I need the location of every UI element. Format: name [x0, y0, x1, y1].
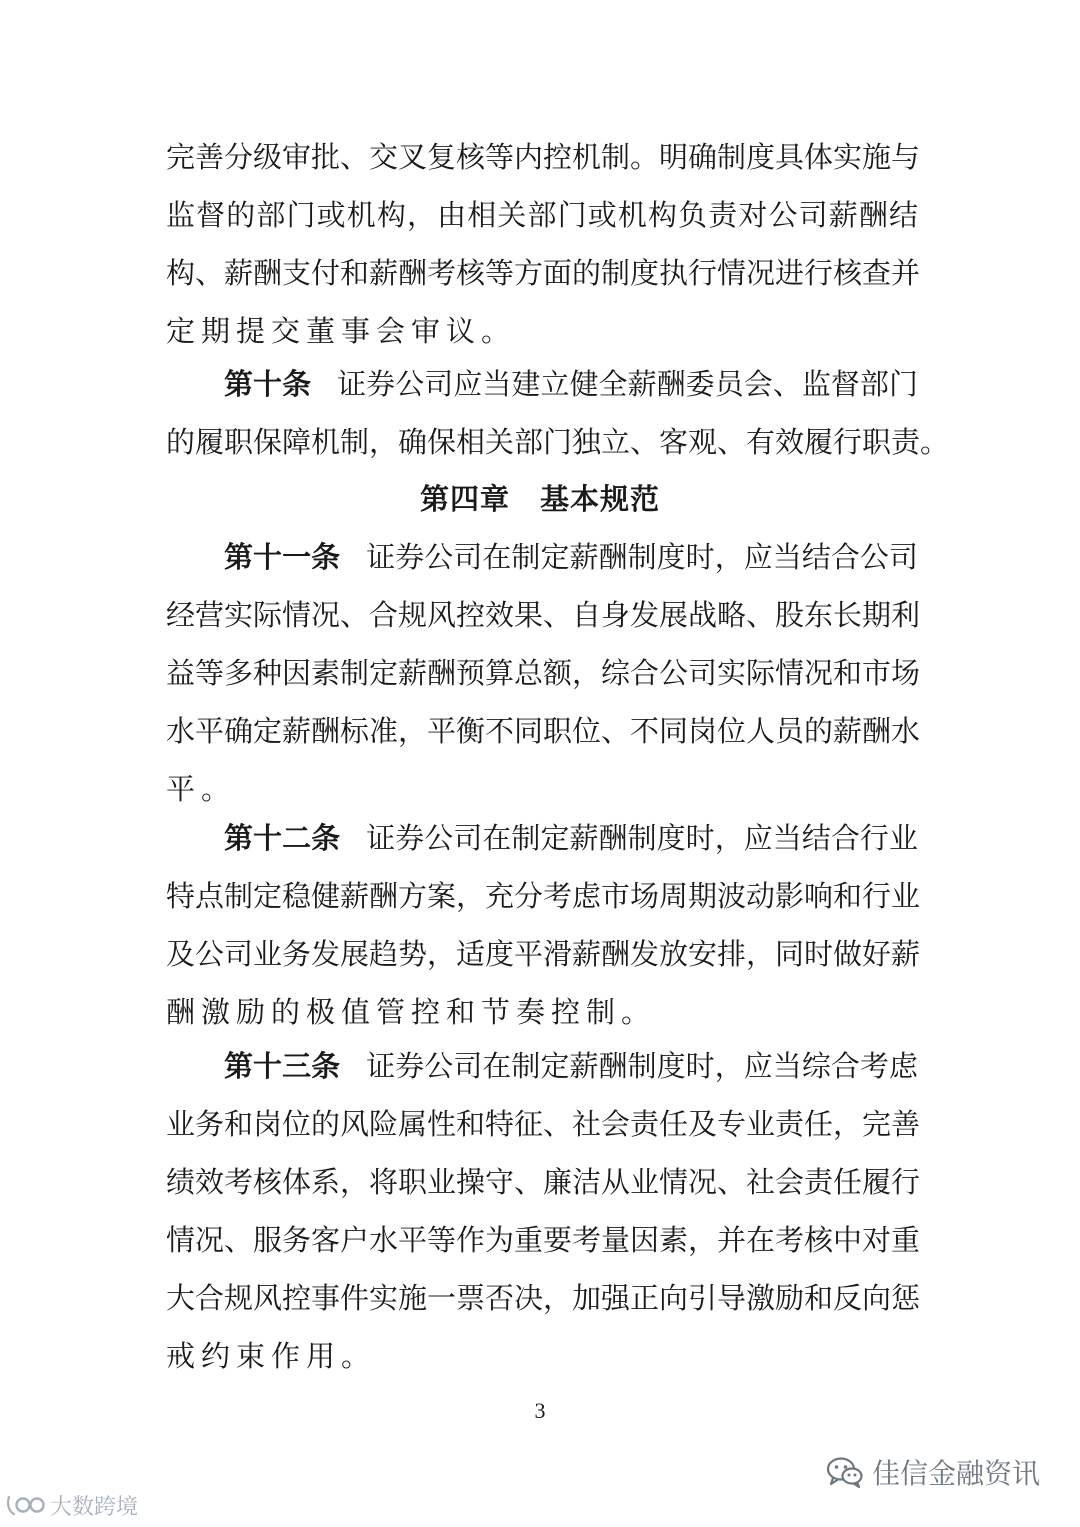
text-line: 经营实际情况、合规风控效果、自身发展战略、股东长期利	[166, 598, 921, 632]
text-line: 酬激励的极值管控和节奏控制。	[166, 995, 657, 1029]
article-text: 证券公司在制定薪酬制度时，应当综合考虑	[366, 1049, 918, 1083]
article-first-line	[224, 355, 918, 413]
text-line: 绩效考核体系，将职业操守、廉洁从业情况、社会责任履行	[166, 1165, 921, 1199]
text-line: 完善分级审批、交叉复核等内控机制。明确制度具体实施与	[166, 140, 921, 174]
text-line: 戒约束作用。	[166, 1339, 377, 1373]
text-line: 特点制定稳健薪酬方案，充分考虑市场周期波动影响和行业	[166, 879, 921, 913]
article-heading: 第十二条	[224, 821, 341, 855]
wechat-account-name: 佳信金融资讯	[871, 1457, 1040, 1490]
article-heading: 第十条	[224, 367, 312, 401]
article-text: 证券公司应当建立健全薪酬委员会、监督部门	[337, 367, 918, 401]
text-line: 及公司业务发展趋势，适度平滑薪酬发放安排，同时做好薪	[166, 937, 921, 971]
text-line: 定期提交董事会审议。	[166, 314, 517, 348]
text-line: 平。	[166, 772, 237, 806]
dashuju-logo-icon	[6, 1493, 46, 1517]
text-line: 的履职保障机制，确保相关部门独立、客观、有效履行职责。	[166, 425, 950, 459]
article-first-line	[224, 528, 918, 586]
text-line: 益等多种因素制定薪酬预算总额，综合公司实际情况和市场	[166, 656, 921, 690]
text-line: 情况、服务客户水平等作为重要考量因素，并在考核中对重	[166, 1223, 921, 1257]
text-line: 业务和岗位的风险属性和特征、社会责任及专业责任，完善	[166, 1107, 921, 1141]
text-line: 监督的部门或机构，由相关部门或机构负责对公司薪酬结	[166, 198, 918, 232]
article-first-line	[224, 1037, 918, 1095]
article-text: 证券公司在制定薪酬制度时，应当结合行业	[366, 821, 918, 855]
site-watermark-text: 大数跨境	[50, 1494, 139, 1520]
text-line: 水平确定薪酬标准，平衡不同职位、不同岗位人员的薪酬水	[166, 714, 921, 748]
text-line: 大合规风控事件实施一票否决，加强正向引导激励和反向惩	[166, 1281, 921, 1315]
site-watermark	[6, 1490, 138, 1520]
article-heading: 第十三条	[224, 1049, 341, 1083]
article-heading: 第十一条	[224, 540, 341, 574]
text-line: 构、薪酬支付和薪酬考核等方面的制度执行情况进行核查并	[166, 256, 921, 290]
page-number: 3	[534, 1398, 546, 1423]
article-first-line	[224, 809, 918, 867]
article-text: 证券公司在制定薪酬制度时，应当结合公司	[366, 540, 918, 574]
wechat-icon	[826, 1456, 864, 1488]
wechat-watermark	[826, 1452, 1040, 1492]
chapter-title: 第四章 基本规范	[419, 482, 660, 516]
